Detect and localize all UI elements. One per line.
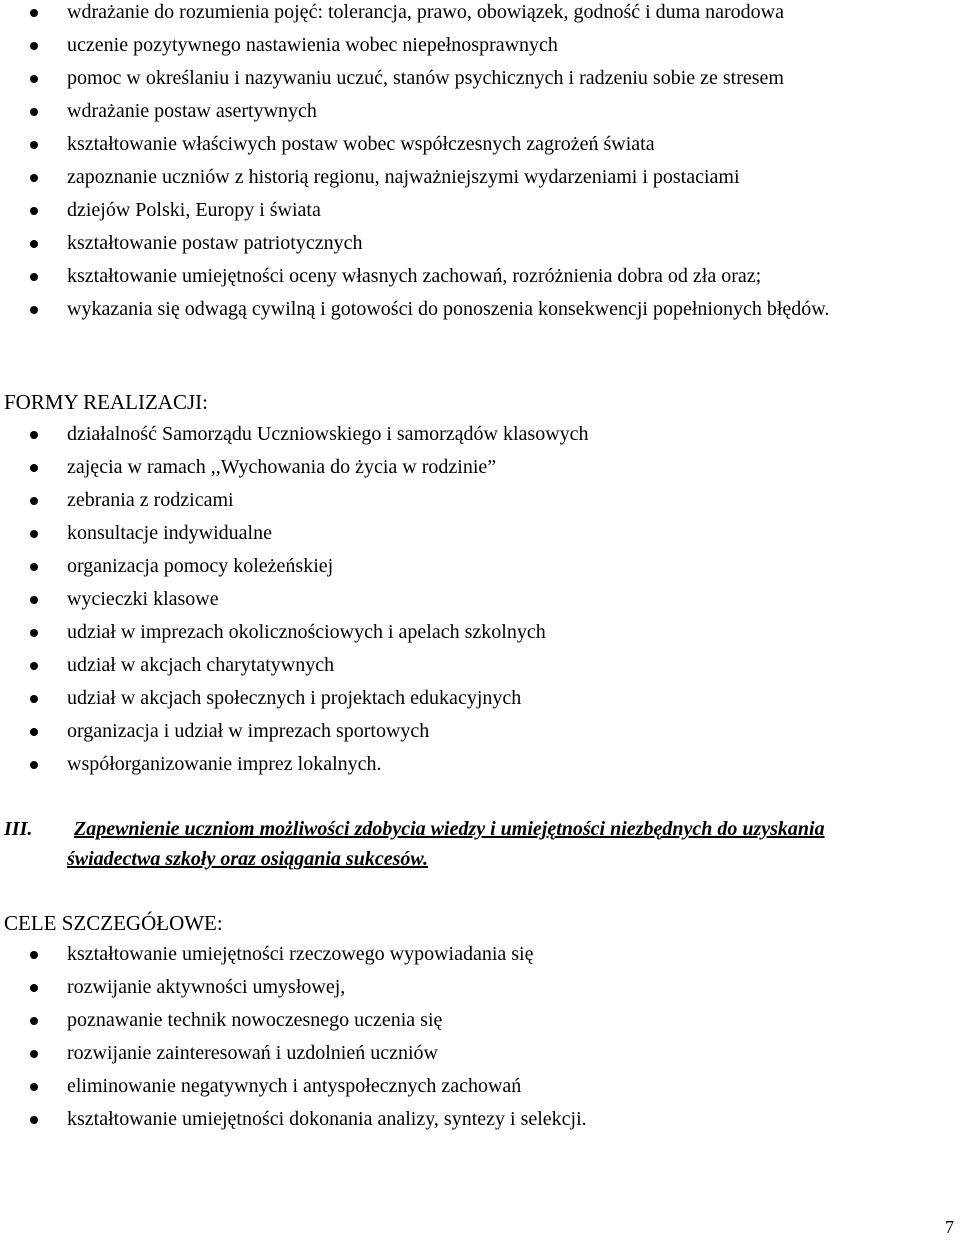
list-item-text: wdrażanie do rozumienia pojęć: tolerancja, prawo, obowiązek, godność i duma narodowa <box>67 1 784 23</box>
bullet-icon <box>30 42 38 50</box>
list-item <box>0 715 920 748</box>
list-item <box>0 260 920 293</box>
bullet-icon <box>30 306 38 314</box>
bullet-icon <box>30 108 38 116</box>
list-item <box>0 649 920 682</box>
bullet-icon <box>30 563 38 571</box>
list-item-text: wdrażanie postaw asertywnych <box>67 100 317 122</box>
section-3-title: Zapewnienie uczniom możliwości zdobycia wiedzy i umiejętności niezbędnych do uzyskania świadectwa szkoły oraz osiągania sukcesów. <box>67 818 825 870</box>
list-item-text: uczenie pozytywnego nastawienia wobec niepełnosprawnych <box>67 34 558 56</box>
bullet-icon <box>30 273 38 281</box>
list-item-text: zapoznanie uczniów z historią regionu, najważniejszymi wydarzeniami i postaciami <box>67 166 740 188</box>
list-item <box>0 616 920 649</box>
list-item <box>0 971 920 1004</box>
section-3 <box>4 814 904 874</box>
list-item <box>0 227 920 260</box>
list-item <box>0 128 920 161</box>
list-item-text: udział w akcjach charytatywnych <box>67 654 335 676</box>
list-item <box>0 1004 920 1037</box>
bullet-icon <box>30 75 38 83</box>
list-item <box>0 293 920 326</box>
section-3-number: III. <box>4 818 33 840</box>
list-item <box>0 0 920 29</box>
bullet-icon <box>30 464 38 472</box>
list-item <box>0 583 920 616</box>
list-item <box>0 1103 920 1136</box>
list-item-text: kształtowanie umiejętności oceny własnych zachowań, rozróżnienia dobra od zła oraz; <box>67 265 762 287</box>
list-item-text: eliminowanie negatywnych i antyspołecznych zachowań <box>67 1075 522 1097</box>
bullet-icon <box>30 497 38 505</box>
list-item-text: pomoc w określaniu i nazywaniu uczuć, stanów psychicznych i radzeniu sobie ze stresem <box>67 67 784 89</box>
bullet-icon <box>30 207 38 215</box>
bullet-icon <box>30 761 38 769</box>
list-item <box>0 517 920 550</box>
list-item <box>0 484 920 517</box>
list-item-text: działalność Samorządu Uczniowskiego i samorządów klasowych <box>67 423 589 445</box>
bullet-icon <box>30 1083 38 1091</box>
list-item-text: kształtowanie właściwych postaw wobec współczesnych zagrożeń świata <box>67 133 655 155</box>
bullet-icon <box>30 174 38 182</box>
forms-list <box>0 418 920 781</box>
bullet-icon <box>30 629 38 637</box>
list-item-text: organizacja i udział w imprezach sportowych <box>67 720 430 742</box>
list-item <box>0 748 920 781</box>
list-item-text: współorganizowanie imprez lokalnych. <box>67 753 382 775</box>
bullet-icon <box>30 695 38 703</box>
bullet-icon <box>30 1050 38 1058</box>
list-item <box>0 550 920 583</box>
formy-realizacji-heading: FORMY REALIZACJI: <box>4 390 208 414</box>
list-item <box>0 1070 920 1103</box>
bullet-icon <box>30 240 38 248</box>
list-item <box>0 95 920 128</box>
cele-szczegolowe-heading: CELE SZCZEGÓŁOWE: <box>4 911 223 935</box>
list-item-text: rozwijanie zainteresowań i uzdolnień uczniów <box>67 1042 438 1064</box>
bullet-icon <box>30 530 38 538</box>
list-item <box>0 29 920 62</box>
page-number: 7 <box>945 1217 954 1237</box>
list-item-text: organizacja pomocy koleżeńskiej <box>67 555 334 577</box>
list-item <box>0 418 920 451</box>
list-item-text: zebrania z rodzicami <box>67 489 234 511</box>
list-item-text: zajęcia w ramach ,,Wychowania do życia w rodzinie” <box>67 456 497 478</box>
goals-list <box>0 0 920 326</box>
list-item <box>0 1037 920 1070</box>
bullet-icon <box>30 951 38 959</box>
list-item-text: dziejów Polski, Europy i świata <box>67 199 321 221</box>
list-item-text: kształtowanie postaw patriotycznych <box>67 232 363 254</box>
list-item-text: kształtowanie umiejętności rzeczowego wypowiadania się <box>67 943 534 965</box>
list-item-text: poznawanie technik nowoczesnego uczenia się <box>67 1009 443 1031</box>
list-item-text: kształtowanie umiejętności dokonania analizy, syntezy i selekcji. <box>67 1108 587 1130</box>
bullet-icon <box>30 984 38 992</box>
list-item <box>0 62 920 95</box>
bullet-icon <box>30 9 38 17</box>
bullet-icon <box>30 1116 38 1124</box>
list-item <box>0 451 920 484</box>
list-item-text: wycieczki klasowe <box>67 588 219 610</box>
bullet-icon <box>30 728 38 736</box>
list-item-text: udział w akcjach społecznych i projektach edukacyjnych <box>67 687 522 709</box>
bullet-icon <box>30 1017 38 1025</box>
bullet-icon <box>30 431 38 439</box>
list-item <box>0 194 920 227</box>
bullet-icon <box>30 662 38 670</box>
list-item-text: wykazania się odwagą cywilną i gotowości do ponoszenia konsekwencji popełnionych błędów. <box>67 298 830 320</box>
list-item <box>0 161 920 194</box>
list-item-text: konsultacje indywidualne <box>67 522 272 544</box>
list-item <box>0 682 920 715</box>
detailed-goals-list <box>0 938 920 1136</box>
bullet-icon <box>30 596 38 604</box>
list-item-text: udział w imprezach okolicznościowych i apelach szkolnych <box>67 621 546 643</box>
bullet-icon <box>30 141 38 149</box>
list-item-text: rozwijanie aktywności umysłowej, <box>67 976 346 998</box>
list-item <box>0 938 920 971</box>
